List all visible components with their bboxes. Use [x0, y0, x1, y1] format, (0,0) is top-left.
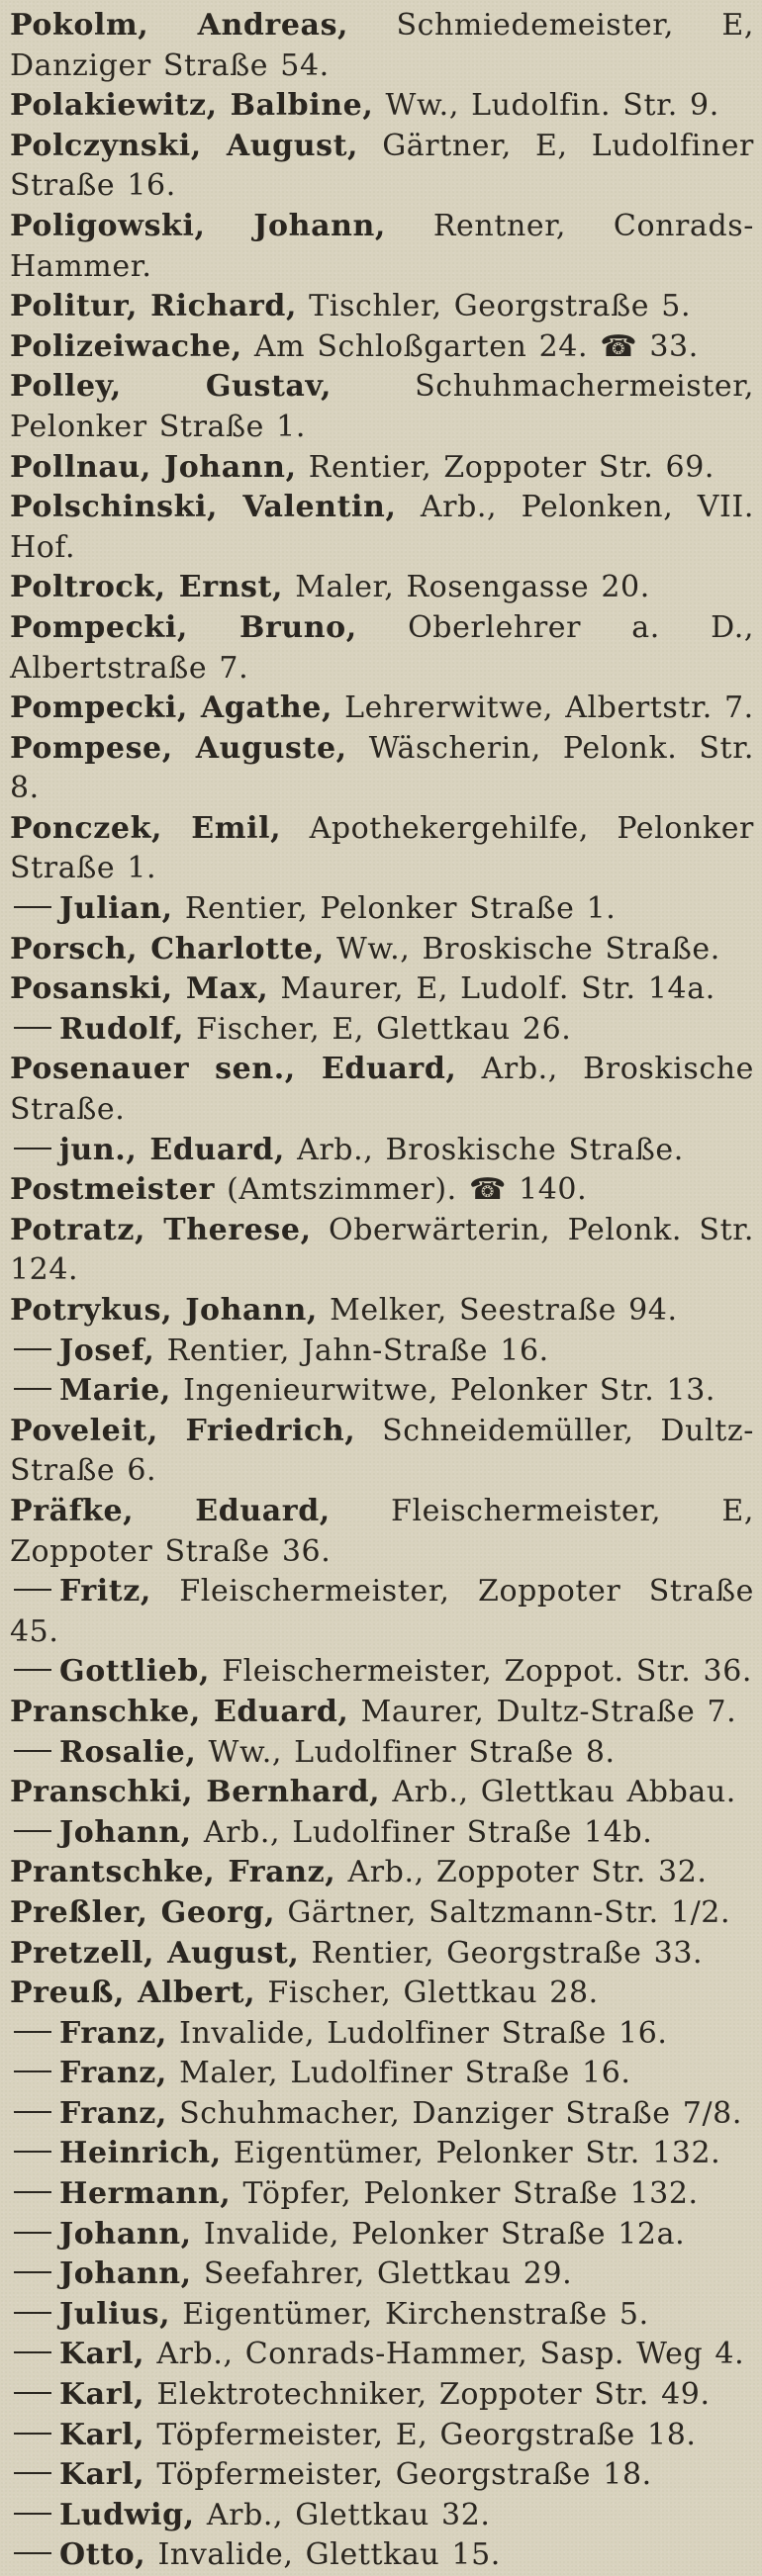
- entry-name: Franz,: [59, 2015, 167, 2051]
- entry-details: Töpfermeister, Georgstraße 18.: [156, 2457, 652, 2493]
- entry-name: Polley, Gustav,: [10, 369, 333, 405]
- entry-details: Invalide, Pelonker Straße 12a.: [203, 2216, 686, 2252]
- directory-entry: [10, 1853, 754, 1893]
- entry-details: Gärtner, E, Ludolfiner Straße 16.: [10, 128, 754, 204]
- entry-name: Porsch, Charlotte,: [10, 931, 325, 966]
- entry-details: Schuhmachermeister, Pelonker Straße 1.: [10, 369, 755, 444]
- entry-name: Pompecki, Bruno,: [10, 609, 357, 645]
- repeat-dash: [14, 1669, 51, 1671]
- entry-details: Invalide, Glettkau 15.: [157, 2537, 501, 2573]
- directory-entry: [10, 2535, 754, 2576]
- entry-details: Elektrotechniker, Zoppoter Str. 49.: [156, 2377, 711, 2413]
- directory-entry: [10, 1492, 754, 1572]
- directory-entry: [10, 327, 754, 368]
- entry-details: Fischer, Glettkau 28.: [267, 1976, 599, 2011]
- directory-entry: [10, 1291, 754, 1332]
- entry-name: Karl,: [59, 2457, 145, 2493]
- entry-details: Ww., Broskische Straße.: [335, 931, 720, 966]
- repeat-dash: [14, 1348, 51, 1350]
- entry-details: Rentier, Jahn-Straße 16.: [166, 1333, 549, 1368]
- directory-entry: [10, 1211, 754, 1291]
- entry-name: Karl,: [59, 2377, 145, 2413]
- entry-details: Arb., Conrads-Hammer, Sasp. Weg 4.: [156, 2337, 745, 2372]
- entry-name: Ludwig,: [59, 2497, 195, 2532]
- directory-entry: [10, 1131, 754, 1171]
- directory-entry: [10, 1652, 754, 1693]
- directory-entry: [10, 1371, 754, 1412]
- entry-name: Preßler, Georg,: [10, 1894, 276, 1930]
- entry-details: Seefahrer, Glettkau 29.: [203, 2256, 573, 2292]
- entry-details: Melker, Seestraße 94.: [330, 1293, 678, 1328]
- entry-name: Otto,: [59, 2537, 146, 2573]
- entry-name: Poveleit, Friedrich,: [10, 1413, 356, 1448]
- entry-details: Ingenieurwitwe, Pelonker Str. 13.: [183, 1373, 716, 1409]
- entry-name: jun., Eduard,: [59, 1132, 285, 1167]
- entry-name: Pretzell, August,: [10, 1935, 300, 1971]
- entry-details: Arb., Pelonken, VII. Hof.: [10, 490, 755, 565]
- entry-name: Johann,: [59, 2256, 192, 2292]
- directory-entry: [10, 2375, 754, 2416]
- directory-entry: [10, 2455, 754, 2496]
- entry-details: Tischler, Georgstraße 5.: [309, 289, 692, 324]
- entry-name: Prantschke, Franz,: [10, 1855, 336, 1890]
- directory-entry: [10, 889, 754, 930]
- entry-name: Pranschki, Bernhard,: [10, 1775, 381, 1810]
- entry-name: Politur, Richard,: [10, 289, 298, 324]
- entry-name: Josef,: [59, 1333, 155, 1368]
- repeat-dash: [14, 2151, 51, 2153]
- directory-entry: [10, 608, 754, 689]
- entry-details: Töpfermeister, E, Georgstraße 18.: [156, 2417, 697, 2452]
- entry-details: Fischer, E, Glettkau 26.: [196, 1011, 572, 1047]
- directory-entry: [10, 86, 754, 127]
- entry-name: Potratz, Therese,: [10, 1212, 312, 1247]
- directory-entry: [10, 2054, 754, 2094]
- entry-name: Pranschke, Eduard,: [10, 1694, 349, 1729]
- directory-entry: [10, 1412, 754, 1492]
- entry-details: (Amtszimmer). ☎ 140.: [227, 1172, 588, 1208]
- entry-details: Eigentümer, Kirchenstraße 5.: [182, 2296, 649, 2332]
- directory-entry: [10, 1170, 754, 1211]
- repeat-dash: [14, 2351, 51, 2353]
- repeat-dash: [14, 2232, 51, 2234]
- entry-name: Pompese, Auguste,: [10, 730, 347, 766]
- entry-details: Ww., Ludolfiner Straße 8.: [208, 1734, 616, 1770]
- entry-details: Rentier, Georgstraße 33.: [311, 1935, 704, 1971]
- entry-details: Maler, Rosengasse 20.: [295, 570, 650, 605]
- entry-name: Preuß, Albert,: [10, 1976, 256, 2011]
- entry-details: Rentier, Zoppoter Str. 69.: [308, 449, 715, 485]
- repeat-dash: [14, 2392, 51, 2394]
- entry-details: Schneidemüller, Dultz-Straße 6.: [10, 1413, 754, 1489]
- repeat-dash: [14, 2312, 51, 2314]
- repeat-dash: [14, 1589, 51, 1591]
- directory-entry: [10, 1572, 754, 1652]
- entry-details: Arb., Glettkau Abbau.: [392, 1775, 736, 1810]
- directory-entry: [10, 1974, 754, 2014]
- directory-entry: [10, 127, 754, 207]
- entry-details: Schmiedemeister, E, Danziger Straße 54.: [10, 8, 755, 83]
- directory-entry: [10, 2496, 754, 2536]
- entry-name: Pollnau, Johann,: [10, 449, 297, 485]
- directory-entry: [10, 969, 754, 1010]
- repeat-dash: [14, 2271, 51, 2273]
- entry-name: Gottlieb,: [59, 1654, 211, 1690]
- directory-entry: [10, 1893, 754, 1934]
- entry-name: Franz,: [59, 2095, 167, 2131]
- directory-entry: [10, 2335, 754, 2375]
- entry-details: Fleischermeister, E, Zoppoter Straße 36.: [10, 1493, 754, 1569]
- entry-name: Polschinski, Valentin,: [10, 490, 397, 525]
- directory-entry: [10, 689, 754, 729]
- repeat-dash: [14, 2111, 51, 2113]
- entry-name: Posanski, Max,: [10, 971, 269, 1007]
- entry-name: Poligowski, Johann,: [10, 208, 386, 243]
- directory-entry: [10, 2094, 754, 2135]
- directory-entry: [10, 2014, 754, 2055]
- entry-name: Karl,: [59, 2417, 145, 2452]
- entry-name: Marie,: [59, 1373, 171, 1409]
- entry-details: Maler, Ludolfiner Straße 16.: [179, 2056, 631, 2091]
- repeat-dash: [14, 2513, 51, 2515]
- entry-details: Lehrerwitwe, Albertstr. 7.: [344, 690, 754, 726]
- directory-entry: [10, 448, 754, 489]
- entry-details: Arb., Ludolfiner Straße 14b.: [203, 1814, 653, 1850]
- entry-details: Am Schloßgarten 24. ☎ 33.: [253, 328, 699, 364]
- directory-entry-list: [10, 6, 754, 2576]
- entry-details: Maurer, Dultz-Straße 7.: [360, 1694, 737, 1729]
- directory-entry: [10, 568, 754, 608]
- entry-name: Präfke, Eduard,: [10, 1493, 331, 1528]
- entry-details: Arb., Broskische Straße.: [297, 1132, 684, 1167]
- entry-details: Oberwärterin, Pelonk. Str. 124.: [10, 1212, 755, 1288]
- repeat-dash: [14, 2191, 51, 2193]
- entry-details: Eigentümer, Pelonker Str. 132.: [233, 2136, 721, 2171]
- directory-entry: [10, 1010, 754, 1051]
- entry-details: Rentner, Conrads-Hammer.: [10, 208, 754, 284]
- entry-name: Polizeiwache,: [10, 328, 242, 364]
- entry-details: Wäscherin, Pelonk. Str. 8.: [10, 730, 754, 806]
- directory-entry: [10, 6, 754, 86]
- directory-entry: [10, 2134, 754, 2174]
- entry-details: Gärtner, Saltzmann-Str. 1/2.: [287, 1894, 731, 1930]
- directory-entry: [10, 930, 754, 970]
- entry-details: Rentier, Pelonker Straße 1.: [184, 891, 617, 927]
- entry-details: Fleischermeister, Zoppot. Str. 36.: [222, 1654, 753, 1690]
- entry-name: Pompecki, Agathe,: [10, 690, 333, 726]
- entry-details: Arb., Glettkau 32.: [206, 2497, 491, 2532]
- entry-name: Posenauer sen., Eduard,: [10, 1052, 457, 1087]
- entry-name: Ponczek, Emil,: [10, 810, 282, 846]
- directory-entry: [10, 1693, 754, 1733]
- repeat-dash: [14, 1148, 51, 1150]
- entry-name: Postmeister: [10, 1172, 215, 1208]
- directory-entry: [10, 207, 754, 287]
- repeat-dash: [14, 1388, 51, 1390]
- directory-entry: [10, 287, 754, 327]
- entry-details: Apothekergehilfe, Pelonker Straße 1.: [10, 810, 754, 886]
- entry-details: Fleischermeister, Zoppoter Straße 45.: [10, 1574, 755, 1649]
- directory-entry: [10, 1332, 754, 1372]
- entry-name: Poltrock, Ernst,: [10, 570, 284, 605]
- entry-name: Karl,: [59, 2337, 145, 2372]
- entry-name: Pokolm, Andreas,: [10, 8, 349, 43]
- entry-details: Ww., Ludolfin. Str. 9.: [385, 88, 719, 124]
- directory-entry: [10, 367, 754, 447]
- entry-details: Oberlehrer a. D., Albertstraße 7.: [10, 609, 755, 686]
- directory-entry: [10, 2174, 754, 2215]
- entry-name: Franz,: [59, 2056, 167, 2091]
- entry-name: Julian,: [59, 891, 173, 927]
- directory-entry: [10, 2215, 754, 2255]
- directory-entry: [10, 1773, 754, 1813]
- entry-name: Heinrich,: [59, 2136, 222, 2171]
- directory-entry: [10, 809, 754, 889]
- directory-entry: [10, 1733, 754, 1774]
- repeat-dash: [14, 2472, 51, 2474]
- repeat-dash: [14, 2031, 51, 2033]
- repeat-dash: [14, 2433, 51, 2435]
- entry-name: Hermann,: [59, 2176, 232, 2212]
- directory-entry: [10, 1934, 754, 1975]
- entry-details: Töpfer, Pelonker Straße 132.: [242, 2176, 699, 2212]
- repeat-dash: [14, 906, 51, 908]
- directory-entry: [10, 1813, 754, 1854]
- repeat-dash: [14, 2070, 51, 2072]
- repeat-dash: [14, 2552, 51, 2554]
- repeat-dash: [14, 1830, 51, 1832]
- repeat-dash: [14, 1750, 51, 1752]
- repeat-dash: [14, 1027, 51, 1029]
- entry-name: Johann,: [59, 1814, 192, 1850]
- entry-details: Schuhmacher, Danziger Straße 7/8.: [179, 2095, 742, 2131]
- entry-details: Arb., Broskische Straße.: [10, 1052, 755, 1128]
- entry-name: Polakiewitz, Balbine,: [10, 88, 374, 124]
- directory-entry: [10, 488, 754, 568]
- directory-entry: [10, 1050, 754, 1130]
- entry-name: Rosalie,: [59, 1734, 197, 1770]
- entry-name: Johann,: [59, 2216, 192, 2252]
- entry-details: Invalide, Ludolfiner Straße 16.: [179, 2015, 668, 2051]
- entry-details: Arb., Zoppoter Str. 32.: [347, 1855, 708, 1890]
- directory-entry: [10, 2416, 754, 2456]
- entry-name: Fritz,: [59, 1574, 151, 1610]
- entry-details: Maurer, E, Ludolf. Str. 14a.: [280, 971, 715, 1007]
- directory-entry: [10, 729, 754, 809]
- entry-name: Polczynski, August,: [10, 128, 359, 163]
- entry-name: Rudolf,: [59, 1011, 185, 1047]
- directory-entry: [10, 2254, 754, 2295]
- entry-name: Potrykus, Johann,: [10, 1293, 318, 1328]
- entry-name: Julius,: [59, 2296, 171, 2332]
- directory-entry: [10, 2295, 754, 2336]
